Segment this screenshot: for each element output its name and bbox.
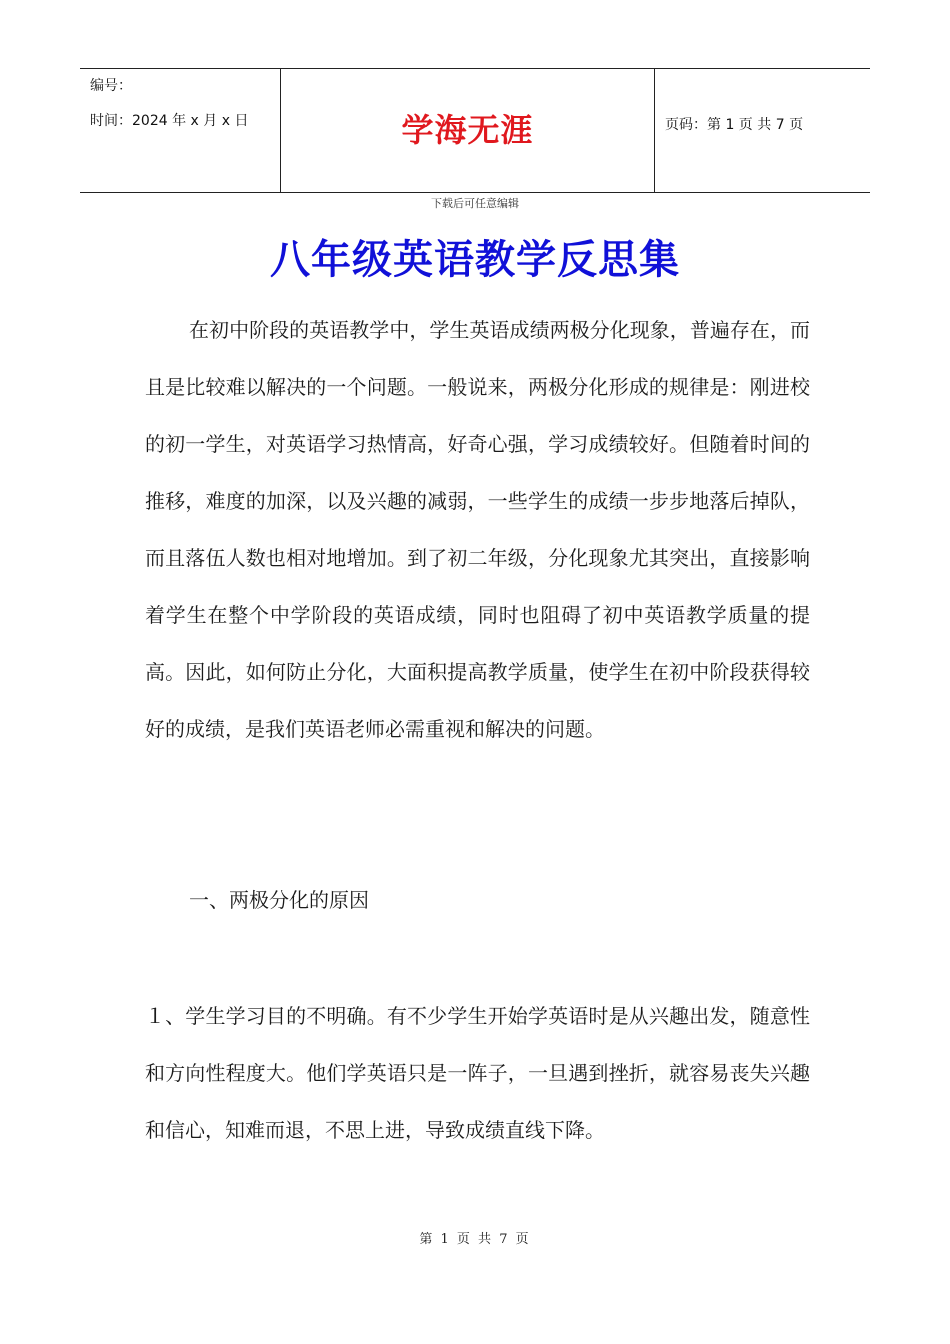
document-date: 时间：2024 年 x 月 x 日 bbox=[90, 113, 249, 129]
intro-paragraph: 在初中阶段的英语教学中，学生英语成绩两极分化现象，普遍存在，而且是比较难以解决的一个问题。一般说来，两极分化形成的规律是：刚进校的初一学生，对英语学习热情高，好奇心强，学习成绩较好。但随着时间的推移，难度的加深，以及兴趣的减弱，一些学生的成绩一步步地落后掉队，而且落伍人数也相对地增加。到了初二年级，分化现象尤其突出，直接影响着学生在整个中学阶段的英语成绩，同时也阻碍了初中英语教学质量的提高。因此，如何防止分化，大面积提高教学质量，使学生在初中阶段获得较好的成绩，是我们英语老师必需重视和解决的问题。 bbox=[145, 318, 810, 741]
editable-note: 下载后可任意编辑 bbox=[431, 197, 519, 210]
header-table bbox=[80, 68, 870, 193]
header-brand-cell bbox=[281, 69, 655, 192]
page-footer: 第 1 页 共 7 页 bbox=[419, 1232, 531, 1247]
section-heading: 一、两极分化的原因 bbox=[189, 888, 369, 912]
header-page-number: 页码：第 1 页 共 7 页 bbox=[665, 117, 804, 133]
document-number-label: 编号： bbox=[90, 78, 132, 94]
document-title: 八年级英语教学反思集 bbox=[270, 237, 680, 283]
header-meta-cell bbox=[80, 69, 281, 192]
point-paragraph: １、学生学习目的不明确。有不少学生开始学英语时是从兴趣出发，随意性和方向性程度大。他们学英语只是一阵子，一旦遇到挫折，就容易丧失兴趣和信心，知难而退，不思上进，导致成绩直线下降。 bbox=[145, 1004, 810, 1142]
header-page-cell bbox=[655, 69, 870, 192]
brand-title: 学海无涯 bbox=[401, 111, 534, 149]
